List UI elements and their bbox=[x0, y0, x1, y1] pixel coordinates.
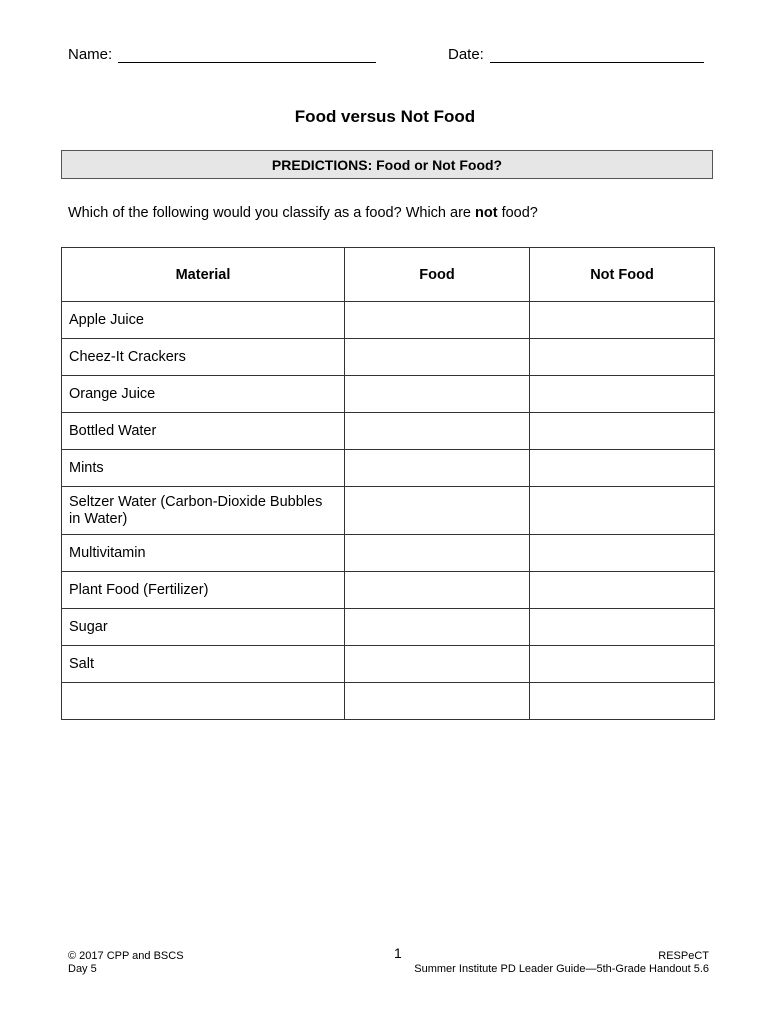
question-text bbox=[68, 205, 538, 221]
question-text-emphasis: not bbox=[475, 205, 498, 221]
table-row bbox=[62, 487, 715, 535]
table-row bbox=[62, 572, 715, 609]
footer-copyright: © 2017 CPP and BSCS bbox=[68, 950, 184, 962]
column-header-material: Material bbox=[62, 248, 345, 302]
not-food-cell[interactable] bbox=[530, 302, 715, 339]
material-cell: Bottled Water bbox=[62, 413, 345, 450]
not-food-cell[interactable] bbox=[530, 339, 715, 376]
footer-right bbox=[414, 950, 709, 976]
material-cell: Mints bbox=[62, 450, 345, 487]
food-cell[interactable] bbox=[345, 535, 530, 572]
food-cell[interactable] bbox=[345, 646, 530, 683]
food-cell[interactable] bbox=[345, 487, 530, 535]
food-cell[interactable] bbox=[345, 609, 530, 646]
not-food-cell[interactable] bbox=[530, 609, 715, 646]
column-header-food: Food bbox=[345, 248, 530, 302]
table-row bbox=[62, 646, 715, 683]
not-food-cell[interactable] bbox=[530, 646, 715, 683]
question-text-after: food? bbox=[497, 205, 538, 221]
table-row bbox=[62, 450, 715, 487]
food-cell[interactable] bbox=[345, 683, 530, 720]
page-number: 1 bbox=[394, 945, 402, 961]
not-food-cell[interactable] bbox=[530, 535, 715, 572]
food-cell[interactable] bbox=[345, 339, 530, 376]
not-food-cell[interactable] bbox=[530, 376, 715, 413]
classification-table bbox=[61, 247, 715, 720]
header-row bbox=[68, 46, 708, 68]
column-header-not-food: Not Food bbox=[530, 248, 715, 302]
footer-guide: Summer Institute PD Leader Guide—5th-Grade Handout 5.6 bbox=[414, 963, 709, 975]
date-field bbox=[448, 46, 704, 63]
page-title: Food versus Not Food bbox=[294, 107, 476, 126]
material-cell: Salt bbox=[62, 646, 345, 683]
material-cell: Multivitamin bbox=[62, 535, 345, 572]
date-label: Date: bbox=[448, 46, 484, 63]
name-field bbox=[68, 46, 376, 63]
name-label: Name: bbox=[68, 46, 113, 63]
table-row bbox=[62, 683, 715, 720]
table-row bbox=[62, 339, 715, 376]
food-cell[interactable] bbox=[345, 450, 530, 487]
date-blank-line[interactable] bbox=[490, 46, 704, 63]
food-cell[interactable] bbox=[345, 302, 530, 339]
not-food-cell[interactable] bbox=[530, 572, 715, 609]
table-row bbox=[62, 535, 715, 572]
material-cell: Orange Juice bbox=[62, 376, 345, 413]
question-text-before: Which of the following would you classify as a food? Which are bbox=[68, 205, 476, 221]
predictions-heading: PREDICTIONS: Food or Not Food? bbox=[61, 150, 713, 179]
material-cell: Cheez-It Crackers bbox=[62, 339, 345, 376]
not-food-cell[interactable] bbox=[530, 450, 715, 487]
material-cell-blank[interactable] bbox=[62, 683, 345, 720]
not-food-cell[interactable] bbox=[530, 413, 715, 450]
table-row bbox=[62, 302, 715, 339]
material-cell: Seltzer Water (Carbon-Dioxide Bubbles in Water) bbox=[62, 487, 345, 535]
material-cell: Plant Food (Fertilizer) bbox=[62, 572, 345, 609]
footer-program: RESPeCT bbox=[658, 950, 709, 962]
food-cell[interactable] bbox=[345, 572, 530, 609]
not-food-cell[interactable] bbox=[530, 487, 715, 535]
table-row bbox=[62, 609, 715, 646]
table-header-row bbox=[62, 248, 715, 302]
material-cell: Apple Juice bbox=[62, 302, 345, 339]
footer-day: Day 5 bbox=[68, 963, 97, 975]
food-cell[interactable] bbox=[345, 413, 530, 450]
name-blank-line[interactable] bbox=[118, 46, 376, 63]
not-food-cell[interactable] bbox=[530, 683, 715, 720]
table-row bbox=[62, 413, 715, 450]
material-cell: Sugar bbox=[62, 609, 345, 646]
footer-left bbox=[68, 950, 184, 976]
table-row bbox=[62, 376, 715, 413]
food-cell[interactable] bbox=[345, 376, 530, 413]
